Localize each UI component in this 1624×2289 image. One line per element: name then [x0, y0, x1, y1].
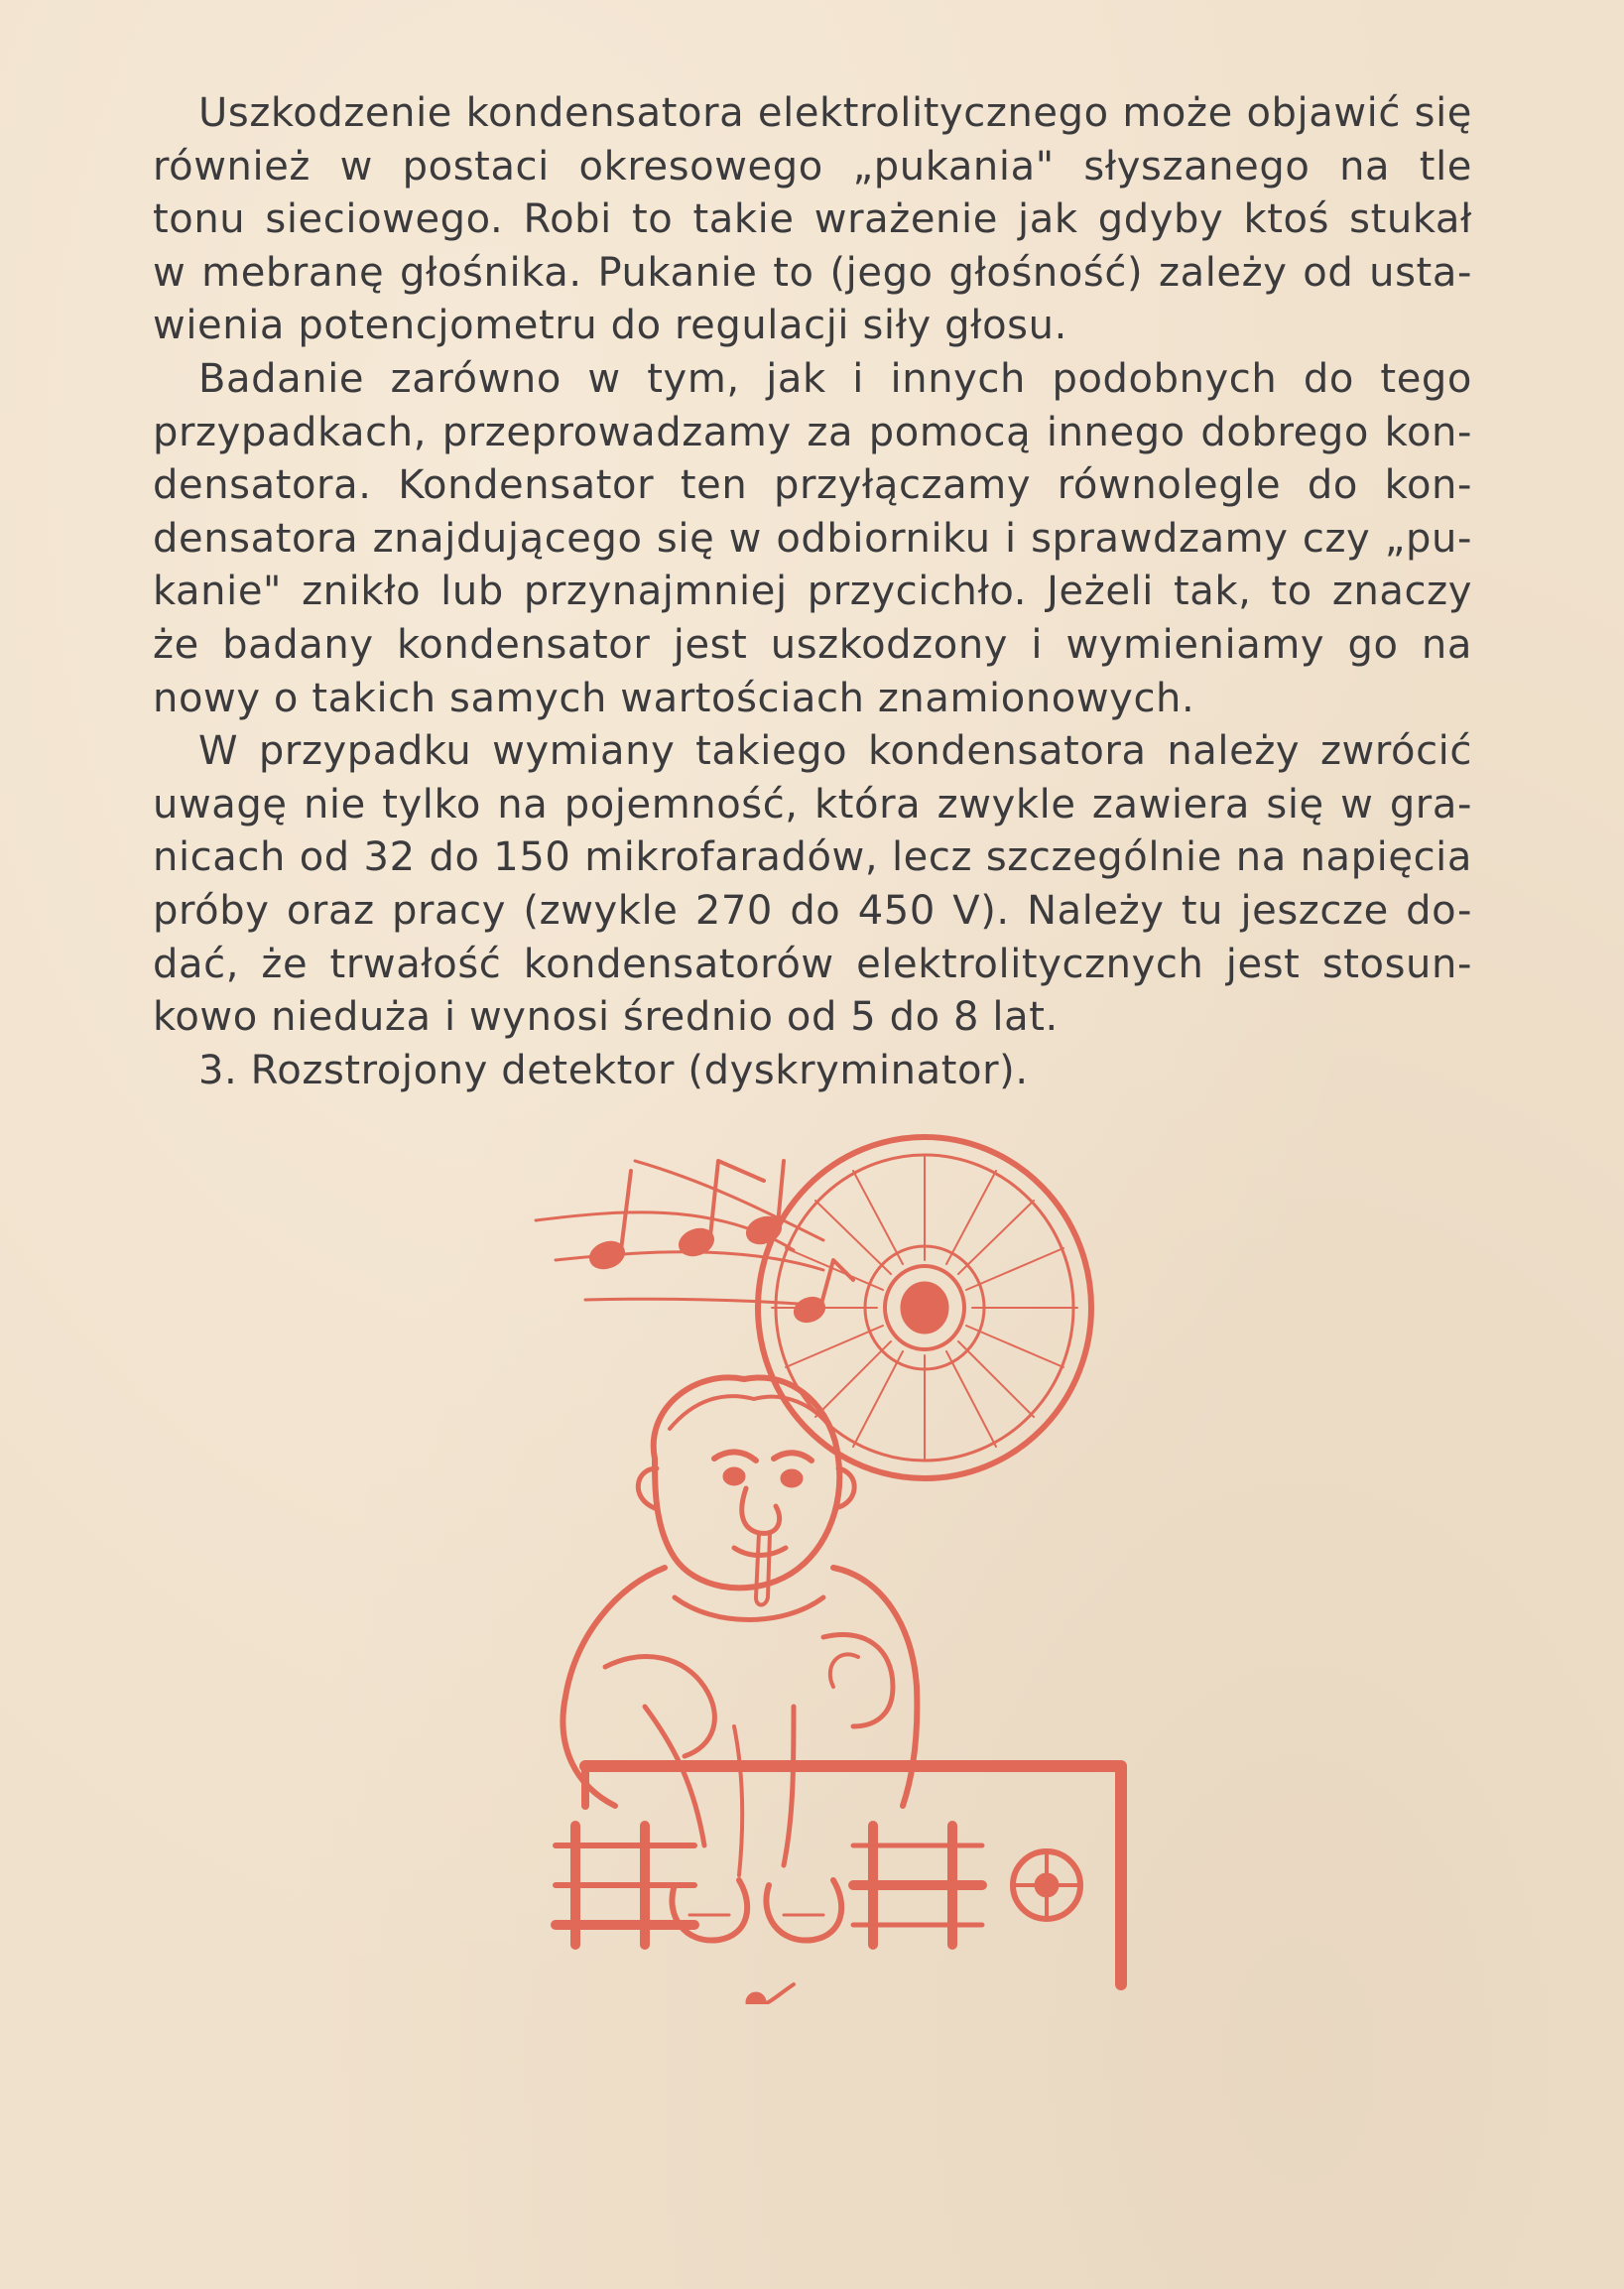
body-text: [153, 87, 1472, 1097]
text-line: w mebranę głośnika. Pukanie to (jego głośność) zależy od usta-: [153, 249, 1472, 296]
text-line: W przypadku wymiany takiego kondensatora należy zwrócić: [198, 728, 1472, 775]
text-line: również w postaci okresowego „pukania" słyszanego na tle: [153, 143, 1472, 190]
text-line: Badanie zarówno w tym, jak i innych podobnych do tego: [198, 355, 1472, 402]
paragraph: [153, 87, 1472, 353]
text-line: Uszkodzenie kondensatora elektrolitycznego może objawić się: [198, 90, 1472, 136]
text-line: kanie" znikło lub przynajmniej przycichło. Jeżeli tak, to znaczy: [153, 569, 1472, 615]
text-line: przypadkach, przeprowadzamy za pomocą innego dobrego kon-: [153, 409, 1472, 455]
illustration: [496, 1131, 1151, 2004]
man-shoes: [672, 1880, 841, 1941]
text-line: densatora. Kondensator ten przyłączamy równolegle do kon-: [153, 462, 1472, 509]
text-line: densatora znajdującego się w odbiorniku i sprawdzamy czy „pu-: [153, 515, 1472, 562]
text-line: 3. Rozstrojony detektor (dyskryminator).: [198, 1047, 1029, 1093]
text-line: że badany kondensator jest uszkodzony i wymieniamy go na: [153, 621, 1472, 668]
man-head: [638, 1377, 854, 1604]
text-line: dać, że trwałość kondensatorów elektrolitycznych jest stosun-: [153, 941, 1472, 987]
paragraph: [153, 353, 1472, 725]
text-line: uwagę nie tylko na pojemność, która zwykle zawiera się w gra-: [153, 781, 1472, 827]
text-line: kowo nieduża i wynosi średnio od 5 do 8 lat.: [153, 994, 1059, 1041]
paragraph: [153, 725, 1472, 1045]
text-line: nowy o takich samych wartościach znamionowych.: [153, 675, 1195, 721]
angry-listener-drawing: [496, 1131, 1151, 2004]
text-line: wienia potencjometru do regulacji siły głosu.: [153, 303, 1067, 349]
man-body: [562, 1568, 917, 1875]
text-line: próby oraz pracy (zwykle 270 do 450 V). Należy tu jeszcze do-: [153, 887, 1472, 934]
text-line: tonu sieciowego. Robi to takie wrażenie jak gdyby ktoś stukał: [153, 196, 1472, 243]
section-heading: [153, 1045, 1472, 1098]
text-line: nicach od 32 do 150 mikrofaradów, lecz szczególnie na napięcia: [153, 834, 1472, 881]
